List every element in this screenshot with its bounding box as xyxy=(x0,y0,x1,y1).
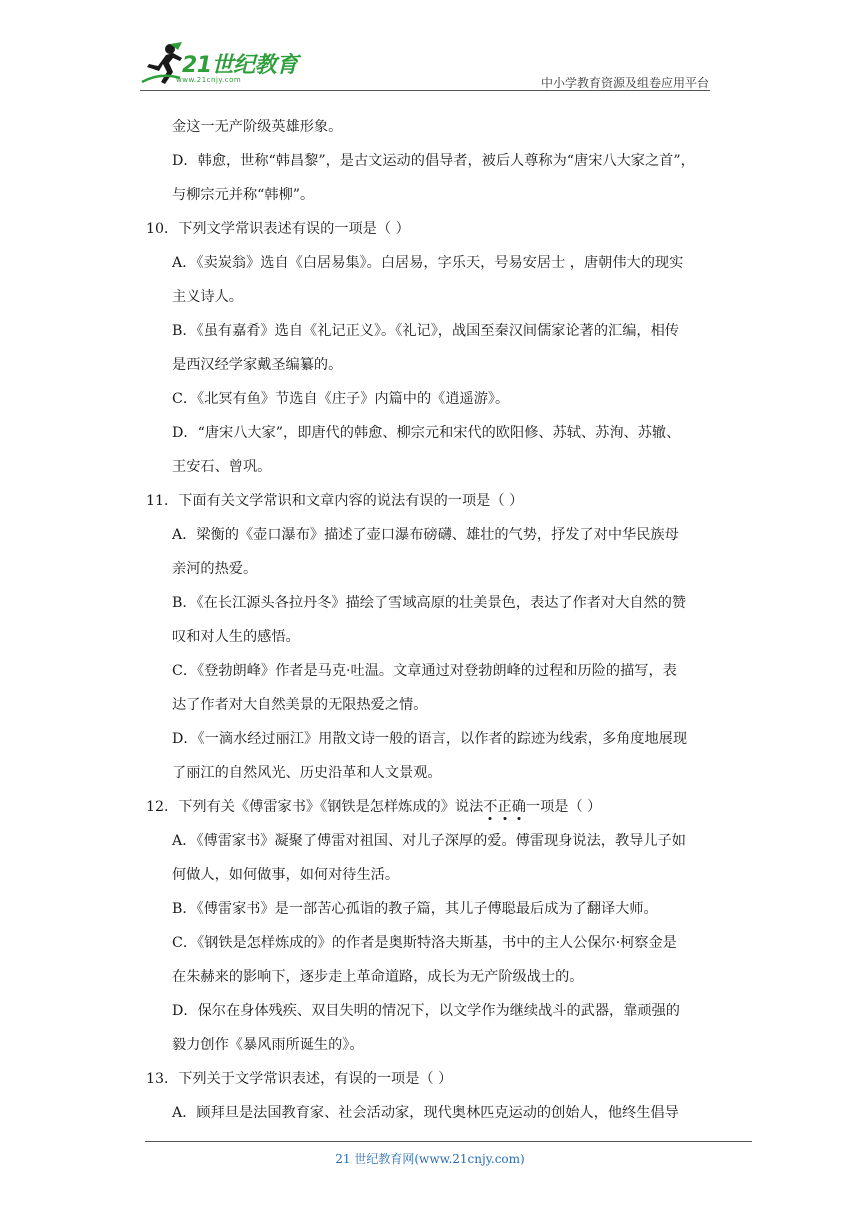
text-line: 达了作者对大自然美景的无限热爱之情。 xyxy=(172,697,428,713)
text-line: 亲河的热爱。 xyxy=(172,561,258,577)
text-line: 是西汉经学家戴圣编纂的。 xyxy=(172,357,343,373)
text-line: 了丽江的自然风光、历史沿革和人文景观。 xyxy=(172,765,442,781)
text-line: 在朱赫来的影响下，逐步走上革命道路，成长为无产阶级战士的。 xyxy=(172,969,584,985)
logo-text: 21世纪教育 xyxy=(182,53,298,78)
question-12-text: 12．下列有关《傅雷家书》《钢铁是怎样炼成的》说法 xyxy=(146,799,484,815)
platform-name: 中小学教育资源及组卷应用平台 xyxy=(540,76,709,90)
logo-url: www.21cnjy.com xyxy=(176,76,242,84)
text-line: 何做人，如何做事，如何对待生活。 xyxy=(172,867,400,883)
option-c: C．《登勃朗峰》作者是马克·吐温。文章通过对登勃朗峰的过程和历险的描写，表 xyxy=(172,663,677,679)
option-b: B．《在长江源头各拉丹冬》描绘了雪域高原的壮美景色，表达了作者对大自然的赞 xyxy=(172,595,687,611)
text-line: 王安石、曾巩。 xyxy=(172,459,272,475)
emphasis-char: 确 xyxy=(511,799,526,815)
text-line: 叹和对人生的感悟。 xyxy=(172,629,300,645)
option-d: D．“唐宋八大家”，即唐代的韩愈、柳宗元和宋代的欧阳修、苏轼、苏洵、苏辙、 xyxy=(172,425,681,441)
question-10: 10．下列文学常识表述有误的一项是（ ） xyxy=(146,221,410,237)
question-12-tail: 一项是（ ） xyxy=(525,799,602,815)
question-12 xyxy=(146,797,601,817)
option-d: D．韩愈，世称“韩昌黎”，是古文运动的倡导者，被后人尊称为“唐宋八大家之首”， xyxy=(172,153,695,169)
text-line: 毅力创作《暴风雨所诞生的》。 xyxy=(172,1037,364,1053)
option-b: B．《虽有嘉肴》选自《礼记正义》。《礼记》，战国至秦汉间儒家论著的汇编，相传 xyxy=(172,323,679,339)
header-divider xyxy=(140,90,710,91)
logo xyxy=(140,40,320,92)
option-d: D．《一滴水经过丽江》用散文诗一般的语言，以作者的踪迹为线索，多角度地展现 xyxy=(172,731,688,747)
footer-divider xyxy=(145,1141,752,1142)
page-header xyxy=(0,0,860,100)
text-line: 主义诗人。 xyxy=(172,289,243,305)
option-c: C．《北冥有鱼》节选自《庄子》内篇中的《逍遥游》。 xyxy=(172,391,510,407)
option-a: A．《傅雷家书》凝聚了傅雷对祖国、对儿子深厚的爱。傅雷现身说法，教导儿子如 xyxy=(172,833,686,849)
question-13: 13．下列关于文学常识表述，有误的一项是（ ） xyxy=(146,1071,453,1087)
text-line: 金这一无产阶级英雄形象。 xyxy=(172,119,343,135)
option-a: A．顾拜旦是法国教育家、社会活动家，现代奥林匹克运动的创始人，他终生倡导 xyxy=(172,1105,679,1121)
text-line: 与柳宗元并称“韩柳”。 xyxy=(172,187,315,203)
option-d: D．保尔在身体残疾、双目失明的情况下，以文学作为继续战斗的武器，靠顽强的 xyxy=(172,1003,680,1019)
option-b: B．《傅雷家书》是一部苦心孤诣的教子篇，其儿子傅聪最后成为了翻译大师。 xyxy=(172,901,658,917)
emphasis-char: 正 xyxy=(497,799,512,815)
option-c: C．《钢铁是怎样炼成的》的作者是奥斯特洛夫斯基，书中的主人公保尔·柯察金是 xyxy=(172,935,677,951)
emphasis-char: 不 xyxy=(483,799,498,815)
option-a: A．《卖炭翁》选自《白居易集》。白居易，字乐天，号易安居士 ，唐朝伟大的现实 xyxy=(172,255,684,271)
footer-link[interactable]: 21 世纪教育网(www.21cnjy.com) xyxy=(335,1152,525,1166)
question-11: 11．下面有关文学常识和文章内容的说法有误的一项是（ ） xyxy=(146,493,524,509)
option-a: A．梁衡的《壶口瀑布》描述了壶口瀑布磅礴、雄壮的气势，抒发了对中华民族母 xyxy=(172,527,679,543)
